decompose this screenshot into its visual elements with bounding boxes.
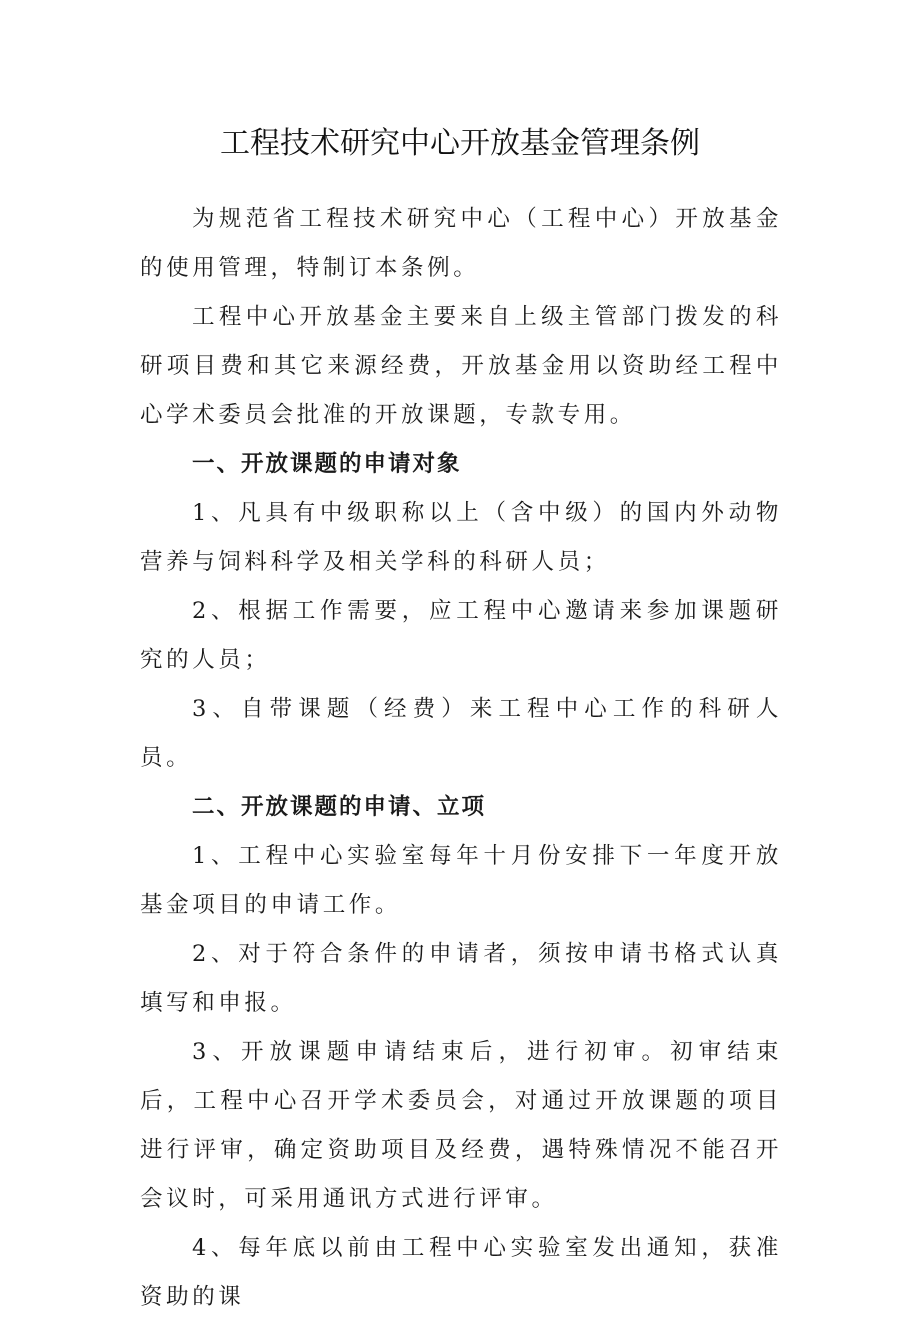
paragraph-funding-source: 工程中心开放基金主要来自上级主管部门拨发的科研项目费和其它来源经费，开放基金用以资助经工程中心学术委员会批准的开放课题，专款专用。	[140, 304, 782, 428]
list-item: 1、工程中心实验室每年十月份安排下一年度开放基金项目的申请工作。	[140, 843, 782, 918]
document-body	[140, 195, 782, 1322]
section-heading-applicants: 一、开放课题的申请对象	[192, 451, 462, 477]
document-title: 工程技术研究中心开放基金管理条例	[220, 126, 700, 161]
list-item: 2、根据工作需要，应工程中心邀请来参加课题研究的人员；	[140, 598, 782, 673]
list-item: 4、每年底以前由工程中心实验室发出通知，获准资助的课	[140, 1235, 782, 1310]
list-item: 3、开放课题申请结束后，进行初审。初审结束后，工程中心召开学术委员会，对通过开放课题的项目进行评审，确定资助项目及经费，遇特殊情况不能召开会议时，可采用通讯方式进行评审。	[140, 1039, 782, 1212]
paragraph-intro: 为规范省工程技术研究中心（工程中心）开放基金的使用管理，特制订本条例。	[140, 206, 782, 281]
list-item: 2、对于符合条件的申请者，须按申请书格式认真填写和申报。	[140, 941, 782, 1016]
section-heading-application-approval: 二、开放课题的申请、立项	[192, 794, 487, 820]
list-item: 1、凡具有中级职称以上（含中级）的国内外动物营养与饲料科学及相关学科的科研人员；	[140, 500, 782, 575]
list-item: 3、自带课题（经费）来工程中心工作的科研人员。	[140, 696, 782, 771]
